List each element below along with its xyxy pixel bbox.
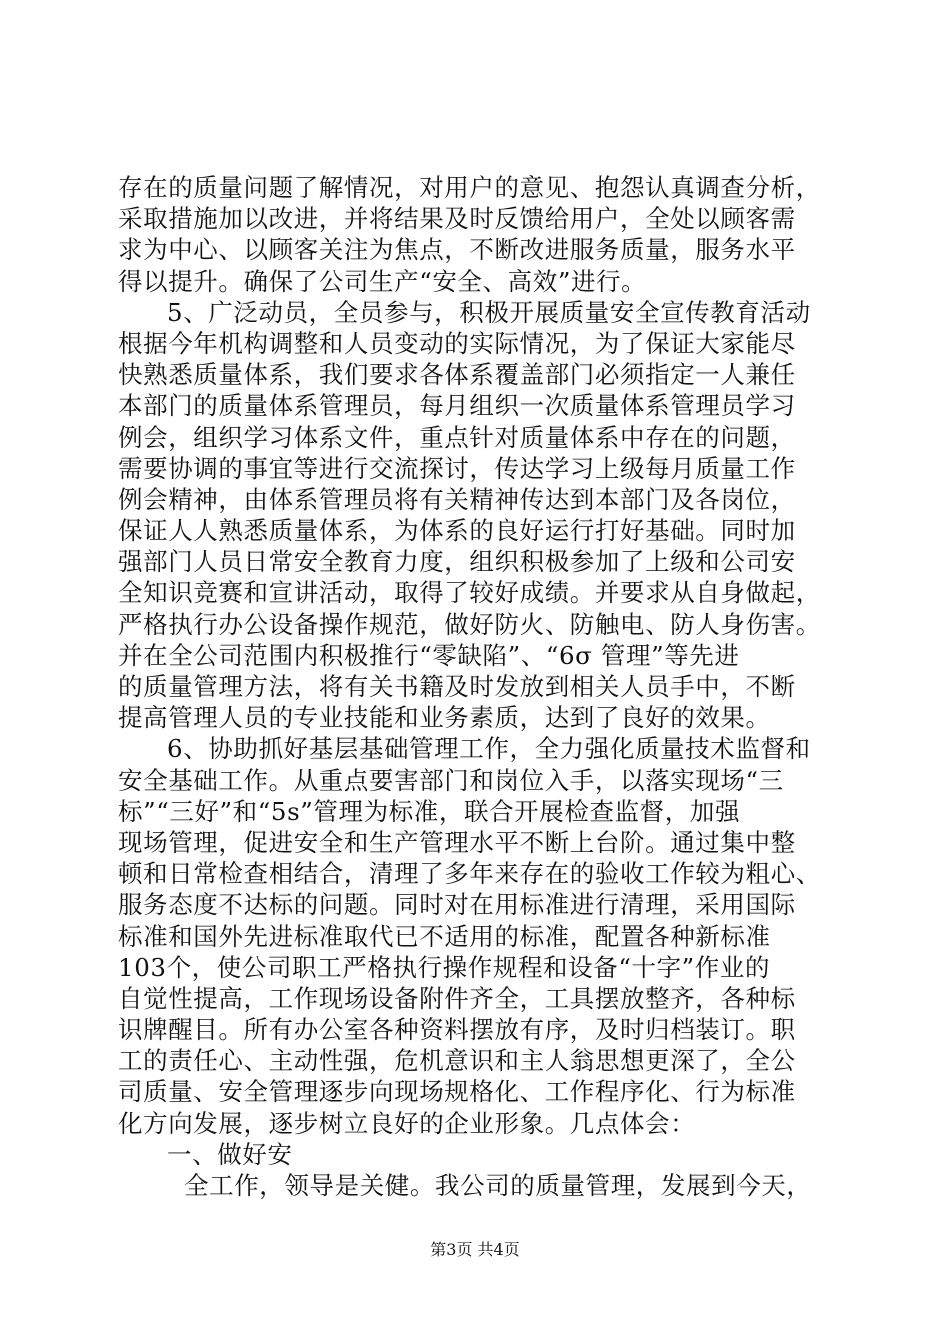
text-line: 现场管理，促进安全和生产管理水平不断上台阶。通过集中整 (118, 827, 796, 857)
text-line: 并在全公司范围内积极推行“零缺陷”、“6σ 管理”等先进 (118, 640, 740, 670)
paragraph-heading-6: 6、协助抓好基层基础管理工作，全力强化质量技术监督和 (167, 734, 811, 764)
text-line: 标”“三好”和“5s”管理为标准，联合开展检查监督，加强 (118, 796, 741, 826)
text-line: 采取措施加以改进，并将结果及时反馈给用户，全处以顾客需 (118, 204, 796, 234)
text-line: 服务态度不达标的问题。同时对在用标准进行清理，采用国际 (118, 890, 796, 920)
section-heading: 一、做好安 (167, 1139, 293, 1169)
page-footer: 第3页 共4页 (430, 1240, 520, 1259)
text-line: 全工作，领导是关健。我公司的质量管理，发展到今天， (184, 1171, 812, 1200)
text-line: 需要协调的事宜等进行交流探讨，传达学习上级每月质量工作 (118, 453, 796, 483)
text-line: 化方向发展，逐步树立良好的企业形象。几点体会： (118, 1108, 696, 1138)
text-line: 自觉性提高，工作现场设备附件齐全，工具摆放整齐，各种标 (118, 983, 796, 1013)
text-line: 快熟悉质量体系，我们要求各体系覆盖部门必须指定一人兼任 (118, 360, 796, 390)
text-line: 存在的质量问题了解情况，对用户的意见、抱怨认真调查分析， (118, 173, 821, 202)
text-line: 保证人人熟悉质量体系，为体系的良好运行打好基础。同时加 (118, 516, 796, 546)
text-line: 根据今年机构调整和人员变动的实际情况，为了保证大家能尽 (118, 328, 796, 358)
text-line: 司质量、安全管理逐步向现场规格化、工作程序化、行为标准 (118, 1077, 796, 1107)
text-line: 例会精神，由体系管理员将有关精神传达到本部门及各岗位， (118, 484, 796, 514)
text-line: 全知识竞赛和宣讲活动，取得了较好成绩。并要求从自身做起， (118, 578, 821, 608)
text-line: 标准和国外先进标准取代已不适用的标准，配置各种新标准 (118, 921, 771, 951)
text-line: 本部门的质量体系管理员，每月组织一次质量体系管理员学习 (118, 391, 796, 421)
text-line: 的质量管理方法，将有关书籍及时发放到相关人员手中，不断 (118, 672, 796, 701)
text-line: 识牌醒目。所有办公室各种资料摆放有序，及时归档装订。职 (118, 1015, 796, 1045)
body-text (118, 172, 838, 1201)
text-line: 工的责任心、主动性强，危机意识和主人翁思想更深了，全公 (118, 1046, 796, 1076)
text-line: 安全基础工作。从重点要害部门和岗位入手，以落实现场“三 (118, 765, 784, 795)
text-line: 例会，组织学习体系文件，重点针对质量体系中存在的问题， (118, 422, 796, 452)
text-line: 103个，使公司职工严格执行操作规程和设备“十字”作业的 (118, 952, 771, 982)
text-line: 得以提升。确保了公司生产“安全、高效”进行。 (118, 266, 647, 296)
paragraph-heading-5: 5、广泛动员，全员参与，积极开展质量安全宣传教育活动 (167, 297, 811, 327)
text-line: 强部门人员日常安全教育力度，组织积极参加了上级和公司安 (118, 547, 796, 577)
text-line: 严格执行办公设备操作规范，做好防火、防触电、防人身伤害。 (118, 609, 821, 639)
text-line: 提高管理人员的专业技能和业务素质，达到了良好的效果。 (118, 703, 771, 733)
text-line: 求为中心、以顾客关注为焦点，不断改进服务质量，服务水平 (118, 235, 796, 265)
text-line: 顿和日常检查相结合，清理了多年来存在的验收工作较为粗心、 (118, 859, 821, 889)
